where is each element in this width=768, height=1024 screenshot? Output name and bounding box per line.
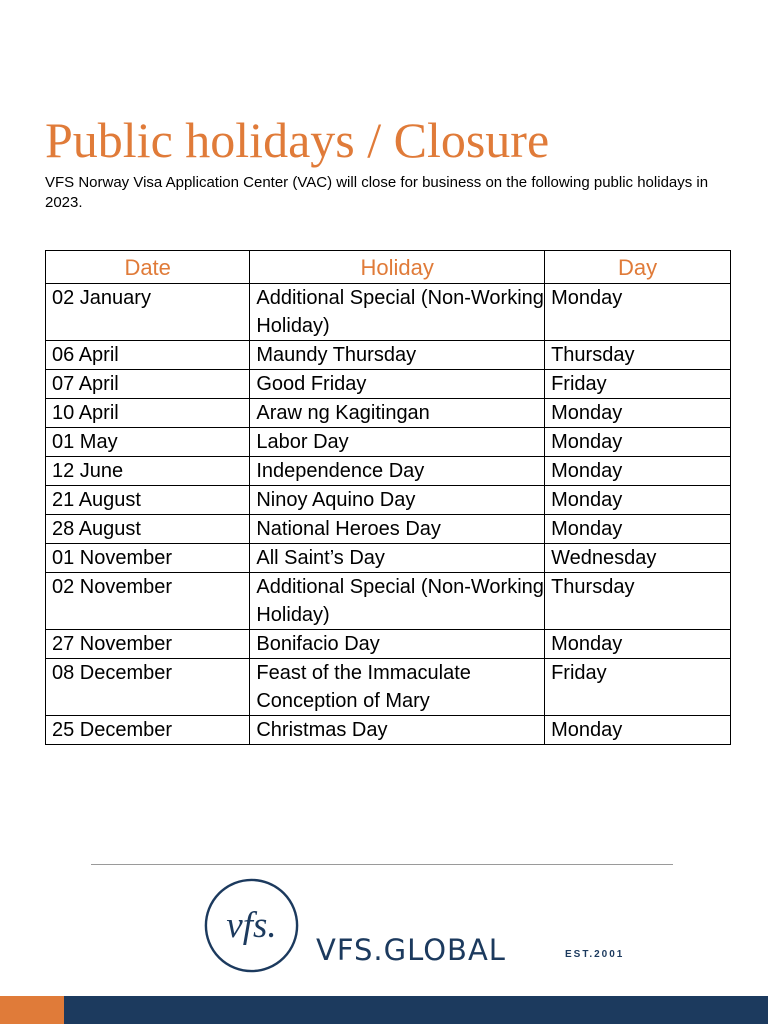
table-row: [46, 370, 731, 399]
cell-day: Friday: [545, 659, 731, 716]
cell-holiday: National Heroes Day: [250, 515, 545, 544]
table-row: [46, 515, 731, 544]
cell-date: 12 June: [46, 457, 250, 486]
cell-holiday: Ninoy Aquino Day: [250, 486, 545, 515]
cell-day: Monday: [545, 457, 731, 486]
cell-holiday: Additional Special (Non-Working Holiday): [250, 284, 545, 341]
cell-date: 07 April: [46, 370, 250, 399]
cell-date: 02 November: [46, 573, 250, 630]
cell-date: 25 December: [46, 716, 250, 745]
cell-holiday: Bonifacio Day: [250, 630, 545, 659]
header-day: Day: [545, 251, 731, 284]
cell-day: Monday: [545, 515, 731, 544]
cell-holiday: Araw ng Kagitingan: [250, 399, 545, 428]
table-row: [46, 573, 731, 630]
table-row: [46, 341, 731, 370]
cell-date: 10 April: [46, 399, 250, 428]
cell-day: Monday: [545, 630, 731, 659]
cell-holiday: Maundy Thursday: [250, 341, 545, 370]
cell-holiday: Christmas Day: [250, 716, 545, 745]
footer-bar-orange: [0, 996, 64, 1024]
table-row: [46, 399, 731, 428]
cell-date: 27 November: [46, 630, 250, 659]
cell-date: 02 January: [46, 284, 250, 341]
logo-text: vfs.: [226, 904, 277, 946]
holiday-table: [45, 250, 731, 745]
cell-day: Monday: [545, 428, 731, 457]
table-row: [46, 630, 731, 659]
cell-date: 21 August: [46, 486, 250, 515]
table-header-row: [46, 251, 731, 284]
header-date: Date: [46, 251, 250, 284]
brand-name: VFS.GLOBAL: [316, 933, 506, 967]
cell-holiday: Labor Day: [250, 428, 545, 457]
footer-divider: [91, 864, 673, 865]
cell-holiday: Independence Day: [250, 457, 545, 486]
cell-day: Monday: [545, 399, 731, 428]
cell-holiday: All Saint’s Day: [250, 544, 545, 573]
table-row: [46, 428, 731, 457]
cell-date: 28 August: [46, 515, 250, 544]
page-title: Public holidays / Closure: [45, 112, 550, 168]
cell-day: Wednesday: [545, 544, 731, 573]
footer-bar-navy: [64, 996, 768, 1024]
table-row: [46, 486, 731, 515]
cell-holiday: Good Friday: [250, 370, 545, 399]
cell-day: Thursday: [545, 573, 731, 630]
cell-day: Thursday: [545, 341, 731, 370]
cell-holiday: Additional Special (Non-Working Holiday): [250, 573, 545, 630]
cell-date: 01 May: [46, 428, 250, 457]
vfs-logo-icon: [203, 877, 300, 974]
cell-day: Monday: [545, 284, 731, 341]
table-row: [46, 716, 731, 745]
cell-holiday: Feast of the Immaculate Conception of Mary: [250, 659, 545, 716]
cell-day: Monday: [545, 716, 731, 745]
cell-date: 08 December: [46, 659, 250, 716]
cell-day: Friday: [545, 370, 731, 399]
table-row: [46, 659, 731, 716]
intro-text: VFS Norway Visa Application Center (VAC) will close for business on the following public holidays in 2023.: [45, 174, 709, 211]
cell-date: 06 April: [46, 341, 250, 370]
table-row: [46, 544, 731, 573]
established-label: EST.2001: [565, 949, 625, 960]
header-holiday: Holiday: [250, 251, 545, 284]
cell-day: Monday: [545, 486, 731, 515]
cell-date: 01 November: [46, 544, 250, 573]
table-row: [46, 284, 731, 341]
table-row: [46, 457, 731, 486]
